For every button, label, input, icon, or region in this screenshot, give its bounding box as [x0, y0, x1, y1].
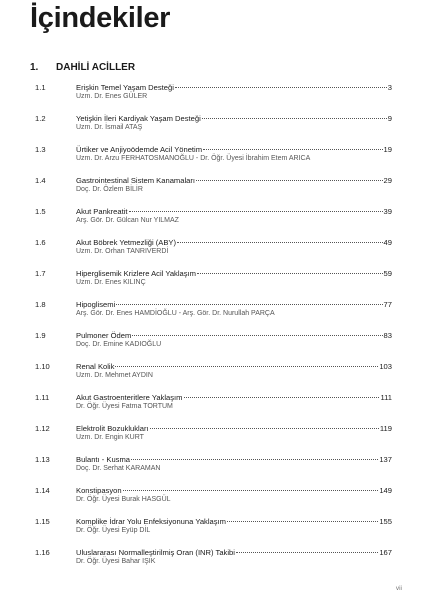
- toc-entry[interactable]: [30, 362, 392, 393]
- toc-entry[interactable]: [30, 300, 392, 331]
- entry-page: 119: [379, 424, 392, 433]
- entry-authors: Uzm. Dr. Engin KURT: [76, 434, 144, 441]
- entry-title-line: [76, 145, 392, 154]
- toc-entry[interactable]: [30, 393, 392, 424]
- entry-authors: Uzm. Dr. Enes KILINÇ: [76, 279, 146, 286]
- toc-entry[interactable]: [30, 207, 392, 238]
- entry-authors: Dr. Öğr. Üyesi Burak HASGÜL: [76, 496, 171, 503]
- entry-authors: Dr. Öğr. Üyesi Bahar IŞIK: [76, 558, 156, 565]
- toc-entry[interactable]: [30, 238, 392, 269]
- entry-title: Uluslararası Normalleştirilmiş Oran (INR) Takibi: [76, 548, 235, 557]
- entry-authors: Uzm. Dr. İsmail ATAŞ: [76, 124, 143, 131]
- entry-number: 1.15: [35, 517, 50, 526]
- entry-authors: Uzm. Dr. Arzu FERHATOSMANOĞLU - Dr. Öğr. Üyesi İbrahim Etem ARICA: [76, 155, 311, 162]
- entry-title: Ürtiker ve Anjiyoödemde Acil Yönetim: [76, 145, 203, 154]
- entry-page: 29: [383, 176, 392, 185]
- entry-number: 1.5: [35, 207, 46, 216]
- section-number: 1.: [30, 62, 39, 73]
- entry-title-line: [76, 238, 392, 247]
- entry-authors: Uzm. Dr. Enes GÜLER: [76, 93, 148, 100]
- entry-page: 39: [383, 207, 392, 216]
- entry-number: 1.2: [35, 114, 46, 123]
- entry-authors: Doç. Dr. Serhat KARAMAN: [76, 465, 161, 472]
- entry-page: 19: [383, 145, 392, 154]
- dot-leader: [129, 211, 383, 212]
- entry-title: Konstipasyon: [76, 486, 122, 495]
- entry-number: 1.16: [35, 548, 50, 557]
- entry-page: 77: [383, 300, 392, 309]
- entry-title-line: [76, 176, 392, 185]
- entry-authors: Doç. Dr. Emine KADIOĞLU: [76, 341, 162, 348]
- entry-title-line: [76, 300, 392, 309]
- entry-title-line: [76, 455, 392, 464]
- entry-title: Bulantı - Kusma: [76, 455, 131, 464]
- toc-entry[interactable]: [30, 331, 392, 362]
- entry-title: Renal Kolik: [76, 362, 115, 371]
- entry-page: 103: [379, 362, 392, 371]
- entry-number: 1.1: [35, 83, 46, 92]
- entry-title-line: [76, 548, 392, 557]
- dot-leader: [196, 180, 383, 181]
- dot-leader: [150, 428, 379, 429]
- toc-entry[interactable]: [30, 455, 392, 486]
- section-heading: [30, 62, 135, 73]
- entry-authors: Uzm. Dr. Orhan TANRIVERDİ: [76, 248, 169, 255]
- entry-authors: Arş. Gör. Dr. Enes HAMDİOĞLU - Arş. Gör. Dr. Nurullah PARÇA: [76, 310, 275, 317]
- entry-number: 1.7: [35, 269, 46, 278]
- entry-title-line: [76, 362, 392, 371]
- entry-title-line: [76, 393, 392, 402]
- entry-title: Elektrolit Bozuklukları: [76, 424, 149, 433]
- entry-number: 1.8: [35, 300, 46, 309]
- toc-entry[interactable]: [30, 486, 392, 517]
- entry-authors: Arş. Gör. Dr. Gülcan Nur YILMAZ: [76, 217, 179, 224]
- entry-number: 1.3: [35, 145, 46, 154]
- entry-page: 149: [379, 486, 392, 495]
- entry-page: 155: [379, 517, 392, 526]
- entry-title-line: [76, 331, 392, 340]
- entry-title-line: [76, 424, 392, 433]
- entry-title-line: [76, 114, 392, 123]
- dot-leader: [197, 273, 383, 274]
- entry-number: 1.12: [35, 424, 50, 433]
- toc-entry[interactable]: [30, 548, 392, 579]
- page-title: İçindekiler: [30, 2, 171, 34]
- entry-authors: Dr. Öğr. Üyesi Fatma TORTUM: [76, 403, 173, 410]
- entry-title: Hiperglisemik Krizlere Acil Yaklaşım: [76, 269, 196, 278]
- table-of-contents: [30, 83, 392, 579]
- entry-title: Pulmoner Ödem: [76, 331, 132, 340]
- page-number: vii: [395, 585, 402, 592]
- entry-title-line: [76, 517, 392, 526]
- entry-title-line: [76, 269, 392, 278]
- dot-leader: [132, 335, 382, 336]
- entry-title: Erişkin Temel Yaşam Desteği: [76, 83, 174, 92]
- dot-leader: [177, 242, 383, 243]
- section-title: DAHİLİ ACİLLER: [56, 62, 136, 73]
- entry-page: 167: [379, 548, 392, 557]
- entry-title: Gastrointestinal Sistem Kanamaları: [76, 176, 196, 185]
- entry-page: 137: [379, 455, 392, 464]
- toc-entry[interactable]: [30, 269, 392, 300]
- entry-page: 3: [387, 83, 392, 92]
- dot-leader: [116, 304, 382, 305]
- entry-title: Yetişkin İleri Kardiyak Yaşam Desteği: [76, 114, 201, 123]
- entry-page: 83: [383, 331, 392, 340]
- entry-title-line: [76, 207, 392, 216]
- dot-leader: [131, 459, 378, 460]
- dot-leader: [123, 490, 379, 491]
- entry-number: 1.9: [35, 331, 46, 340]
- dot-leader: [202, 118, 387, 119]
- entry-title: Komplike İdrar Yolu Enfeksiyonuna Yaklaşım: [76, 517, 226, 526]
- toc-entry[interactable]: [30, 83, 392, 114]
- entry-title: Akut Pankreatit: [76, 207, 128, 216]
- entry-title: Akut Gastroenteritlere Yaklaşım: [76, 393, 183, 402]
- entry-authors: Doç. Dr. Özlem BİLİR: [76, 186, 143, 193]
- dot-leader: [184, 397, 380, 398]
- entry-number: 1.11: [35, 393, 50, 402]
- entry-authors: Uzm. Dr. Mehmet AYDIN: [76, 372, 153, 379]
- toc-entry[interactable]: [30, 145, 392, 176]
- entry-title: Akut Böbrek Yetmezliği (ABY): [76, 238, 177, 247]
- entry-page: 111: [380, 393, 392, 402]
- dot-leader: [175, 87, 387, 88]
- toc-entry[interactable]: [30, 517, 392, 548]
- entry-page: 49: [383, 238, 392, 247]
- entry-page: 59: [383, 269, 392, 278]
- dot-leader: [203, 149, 382, 150]
- entry-title: Hipoglisemi: [76, 300, 116, 309]
- dot-leader: [236, 552, 378, 553]
- entry-number: 1.4: [35, 176, 46, 185]
- entry-page: 9: [387, 114, 392, 123]
- entry-number: 1.6: [35, 238, 46, 247]
- toc-entry[interactable]: [30, 114, 392, 145]
- toc-entry[interactable]: [30, 424, 392, 455]
- entry-number: 1.10: [35, 362, 50, 371]
- dot-leader: [115, 366, 378, 367]
- entry-title-line: [76, 83, 392, 92]
- entry-title-line: [76, 486, 392, 495]
- entry-number: 1.14: [35, 486, 50, 495]
- entry-number: 1.13: [35, 455, 50, 464]
- toc-entry[interactable]: [30, 176, 392, 207]
- entry-authors: Dr. Öğr. Üyesi Eyüp DİL: [76, 527, 151, 534]
- dot-leader: [227, 521, 378, 522]
